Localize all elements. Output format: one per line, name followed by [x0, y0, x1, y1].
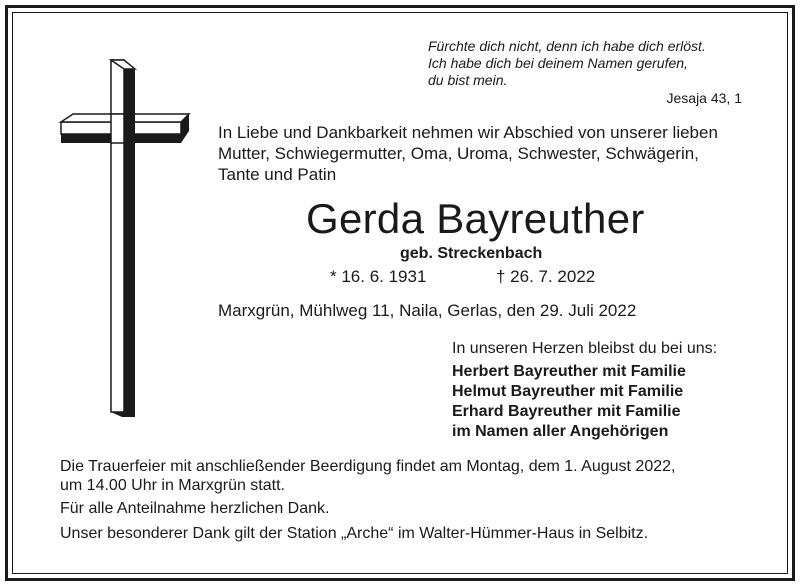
- thanks-line: Für alle Anteilnahme herzlichen Dank.: [60, 500, 330, 517]
- quote-line: Fürchte dich nicht, denn ich habe dich erlöst.: [428, 38, 706, 54]
- bible-quote: [428, 38, 706, 89]
- mourner: im Namen aller Angehörigen: [452, 423, 669, 440]
- quote-line: du bist mein.: [428, 72, 508, 88]
- funeral-line: um 14.00 Uhr in Marxgrün statt.: [60, 477, 285, 494]
- deceased-name: Gerda Bayreuther: [306, 195, 645, 242]
- quote-line: Ich habe dich bei deinem Namen gerufen,: [428, 55, 688, 71]
- quote-reference: Jesaja 43, 1: [666, 90, 742, 106]
- mourner: Erhard Bayreuther mit Familie: [452, 403, 681, 420]
- funeral-line: Die Trauerfeier mit anschließender Beerdigung findet am Montag, dem 1. August 2022,: [60, 458, 676, 475]
- cross-icon: [55, 55, 195, 425]
- intro-line: Tante und Patin: [218, 165, 337, 184]
- mourners-list: [452, 362, 686, 442]
- hearts-line: In unseren Herzen bleibst du bei uns:: [452, 340, 718, 357]
- maiden-name: geb. Streckenbach: [400, 245, 543, 262]
- intro-line: Mutter, Schwiegermutter, Oma, Uroma, Schwester, Schwägerin,: [218, 144, 699, 163]
- special-thanks-line: Unser besonderer Dank gilt der Station „Arche“ im Walter-Hümmer-Haus in Selbitz.: [60, 525, 649, 542]
- mourner: Helmut Bayreuther mit Familie: [452, 383, 684, 400]
- place-date: Marxgrün, Mühlweg 11, Naila, Gerlas, den 29. Juli 2022: [218, 301, 637, 320]
- mourner: Herbert Bayreuther mit Familie: [452, 363, 686, 380]
- birth-date: * 16. 6. 1931: [330, 267, 427, 286]
- intro-line: In Liebe und Dankbarkeit nehmen wir Abschied von unserer lieben: [218, 123, 718, 142]
- death-date: † 26. 7. 2022: [496, 267, 596, 286]
- intro-text: [218, 122, 718, 185]
- funeral-info: [60, 457, 675, 495]
